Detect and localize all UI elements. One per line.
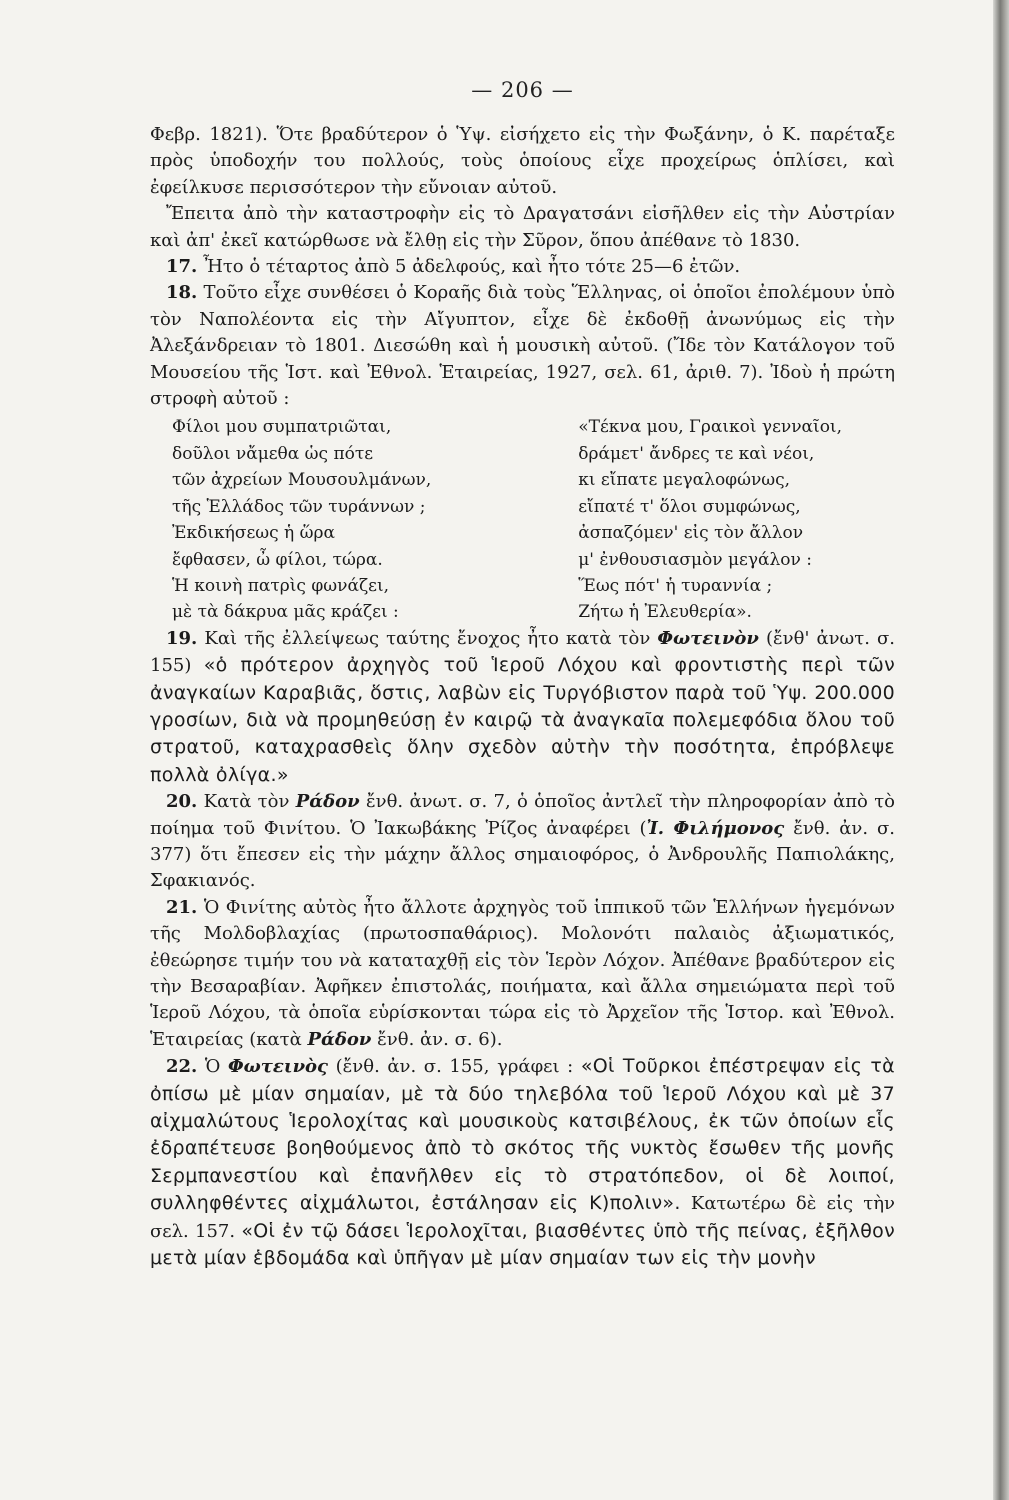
note-text: Τοῦτο εἶχε συνθέσει ὁ Κοραῆς διὰ τοὺς Ἕλληνας, οἱ ὁποῖοι ἐπολέμουν ὑπὸ τὸν Ναπολέοντα εἰς τὴν Αἴγυπτον, εἶχε δὲ ἐκδοθῇ ἀνωνύμως εἰς τὴν Ἀλεξάνδρειαν τὸ 1801. Διεσώθη καὶ ἡ μουσικὴ αὐτοῦ. (Ἴδε τὸν Κατάλογον τοῦ Μουσείου τῆς Ἱστ. καὶ Ἐθνολ. Ἑταιρείας, 1927, σελ. 61, ἀριθ. 7). Ἰδοὺ ἡ πρώτη στροφὴ αὐτοῦ : <box>150 282 895 410</box>
note-text: ἔνθ. ἀν. σ. 377) ὅτι ἔπεσεν εἰς τὴν μάχην ἄλλος σημαιοφόρος, ὁ Ἀνδρουλῆς Παπιολάκης, Σφακιανός. <box>150 817 895 892</box>
note-number: 17. <box>166 256 198 278</box>
page-number: — 206 — <box>471 78 574 102</box>
note-text: Ὁ Φινίτης αὐτὸς ἦτο ἄλλοτε ἀρχηγὸς τοῦ ἱππικοῦ τῶν Ἑλλήνων ἡγεμόνων τῆς Μολδοβλαχίας (πρωτοσπαθάριος). Μολονότι παλαιὸς ἀξιωματικός, ἐθεώρησε τιμήν του νὰ καταταχθῇ εἰς τὸν Ἱερὸν Λόχον. Ἀπέθανε βραδύτερον εἰς τὴν Βεσαραβίαν. Ἀφῆκεν ἐπιστολάς, ποιήματα, καὶ ἄλλα σημειώματα περὶ τοῦ Ἱεροῦ Λόχου, τὰ ὁποῖα εὑρίσκονται τώρα εἰς τὸ Ἀρχεῖον τῆς Ἱστορ. καὶ Ἐθνολ. Ἑταιρείας (κατὰ <box>150 896 895 1050</box>
poem-left-column <box>172 414 431 625</box>
note-number: 22. <box>166 1056 198 1078</box>
cited-author: Ράδον <box>295 791 360 813</box>
note-text: Κατωτέρω δὲ εἰς τὴν σελ. 157. <box>150 1193 895 1242</box>
poem-line: τῆς Ἑλλάδος τῶν τυράννων ; <box>172 496 426 517</box>
cited-author: Ράδον <box>307 1028 372 1050</box>
note-18 <box>150 280 895 412</box>
note-17 <box>150 254 895 280</box>
quotation: «Οἱ Τοῦρκοι ἐπέστρεψαν εἰς τὰ ὀπίσω μὲ μίαν σημαίαν, μὲ τὰ δύο τηλεβόλα τοῦ Ἱεροῦ Λόχου καὶ μὲ 37 αἰχμαλώτους Ἱερολοχίτας καὶ μουσικοὺς κατσιβέλους, ἐκ τῶν ὁποίων εἷς ἐδραπέτευσε βοηθούμενος ἀπὸ τὸ σκότος τῆς νυκτὸς ἔσωθεν τῆς μονῆς Σερμπανεστίου καὶ ἐπανῆλθεν εἰς τὸ στρατόπεδον, οἱ δὲ λοιποί, συλληφθέντες αἰχμάλωτοι, ἐστάλησαν εἰς Κ)πολιν». <box>150 1055 895 1215</box>
poem-stanza <box>172 414 872 625</box>
quotation: «Οἱ ἐν τῷ δάσει Ἱερολοχῖται, βιασθέντες ὑπὸ τῆς πείνας, ἐξῆλθον μετὰ μίαν ἑβδομάδα καὶ ὑπῆγαν μὲ μίαν σημαίαν των εἰς τὴν μονὴν <box>150 1219 896 1270</box>
poem-line: μὲ τὰ δάκρυα μᾶς κράζει : <box>172 602 399 623</box>
poem-line: Ἕως πότ' ἡ τυραννία ; <box>578 575 773 596</box>
poem-line: «Τέκνα μου, Γραικοὶ γενναῖοι, <box>578 417 842 438</box>
poem-line: δοῦλοι νἄμεθα ὡς πότε <box>172 443 374 464</box>
document-page <box>150 78 895 1272</box>
poem-line: ἔφθασεν, ὦ φίλοι, τώρα. <box>172 549 383 570</box>
note-text: Ὁ <box>204 1056 221 1078</box>
note-text: Καὶ τῆς ἐλλείψεως ταύτης ἔνοχος ἦτο κατὰ τὸν <box>204 627 651 649</box>
poem-line: εἴπατέ τ' ὅλοι συμφώνως, <box>578 496 801 517</box>
quotation: «ὁ πρότερον ἀρχηγὸς τοῦ Ἱεροῦ Λόχου καὶ φροντιστὴς περὶ τῶν ἀναγκαίων Καραβιᾶς, ὅστις, λαβὼν εἰς Τυργόβιστον παρὰ τοῦ Ὑψ. 200.000 γροσίων, διὰ νὰ προμηθεύσῃ ἐν καιρῷ τὰ ἀναγκαῖα πολεμεφόδια ὅλου τοῦ στρατοῦ, καταχρασθεὶς ὅλην σχεδὸν αὐτὴν τὴν ποσότητα, ἐπρόβλεψε πολλὰ ὀλίγα.» <box>150 654 895 786</box>
note-19 <box>150 626 895 789</box>
poem-line: τῶν ἀχρείων Μουσουλμάνων, <box>172 470 432 491</box>
cited-author: Φωτεινὸν <box>657 627 759 649</box>
note-text: (ἔνθ. ἀν. σ. 155, γράφει : <box>335 1056 574 1078</box>
note-text: ἔνθ. ἀν. σ. 6). <box>377 1028 503 1050</box>
note-21 <box>150 895 895 1053</box>
note-text: ἔνθ. ἀνωτ. σ. 7, ὁ ὁποῖος ἀντλεῖ τὴν πληροφορίαν ἀπὸ τὸ ποίημα τοῦ Φινίτου. Ὁ Ἰακωβάκης Ῥίζος ἀναφέρει ( <box>150 791 895 839</box>
poem-line: ἀσπαζόμεν' εἰς τὸν ἄλλον <box>578 523 804 544</box>
note-number: 19. <box>166 627 198 649</box>
poem-line: Ζήτω ἡ Ἐλευθερία». <box>578 602 752 623</box>
poem-line: Ἡ κοινὴ πατρὶς φωνάζει, <box>172 575 390 596</box>
note-number: 20. <box>166 791 198 813</box>
poem-line: μ' ἐνθουσιασμὸν μεγάλον : <box>578 549 812 570</box>
continuation-paragraph: Φεβρ. 1821). Ὅτε βραδύτερον ὁ Ὑψ. εἰσήχετο εἰς τὴν Φωξάνην, ὁ Κ. παρέταξε πρὸς ὑποδοχήν του πολλούς, τοὺς ὁποίους εἶχε προχείρως ὁπλίσει, καὶ ἐφείλκυσε περισσότερον τὴν εὔνοιαν αὐτοῦ. <box>150 124 895 198</box>
note-text: Κατὰ τὸν <box>203 791 290 813</box>
continuation-paragraph-2: Ἔπειτα ἀπὸ τὴν καταστροφὴν εἰς τὸ Δραγατσάνι εἰσῆλθεν εἰς τὴν Αὐστρίαν καὶ ἀπ' ἐκεῖ κατώρθωσε νὰ ἔλθῃ εἰς τὴν Σῦρον, ὅπου ἀπέθανε τὸ 1830. <box>150 203 895 251</box>
scan-page-edge <box>993 0 1009 1500</box>
note-text: (ἔνθ' ἀνωτ. σ. 155) <box>150 627 895 677</box>
cited-author: Ἰ. Φιλήμονος <box>646 817 785 839</box>
note-20 <box>150 789 895 895</box>
poem-line: κι εἴπατε μεγαλοφώνως, <box>578 470 791 491</box>
poem-line: Ἐκδικήσεως ἡ ὥρα <box>172 523 335 544</box>
note-22 <box>150 1053 895 1272</box>
note-number: 21. <box>166 896 198 918</box>
note-number: 18. <box>166 282 198 304</box>
cited-author: Φωτεινὸς <box>227 1056 329 1078</box>
poem-line: Φίλοι μου συμπατριῶται, <box>172 417 392 438</box>
poem-right-column <box>578 414 842 625</box>
note-text: Ἦτο ὁ τέταρτος ἀπὸ 5 ἀδελφούς, καὶ ἦτο τότε 25—6 ἐτῶν. <box>203 256 741 278</box>
poem-line: δράμετ' ἄνδρες τε καὶ νέοι, <box>578 443 815 464</box>
